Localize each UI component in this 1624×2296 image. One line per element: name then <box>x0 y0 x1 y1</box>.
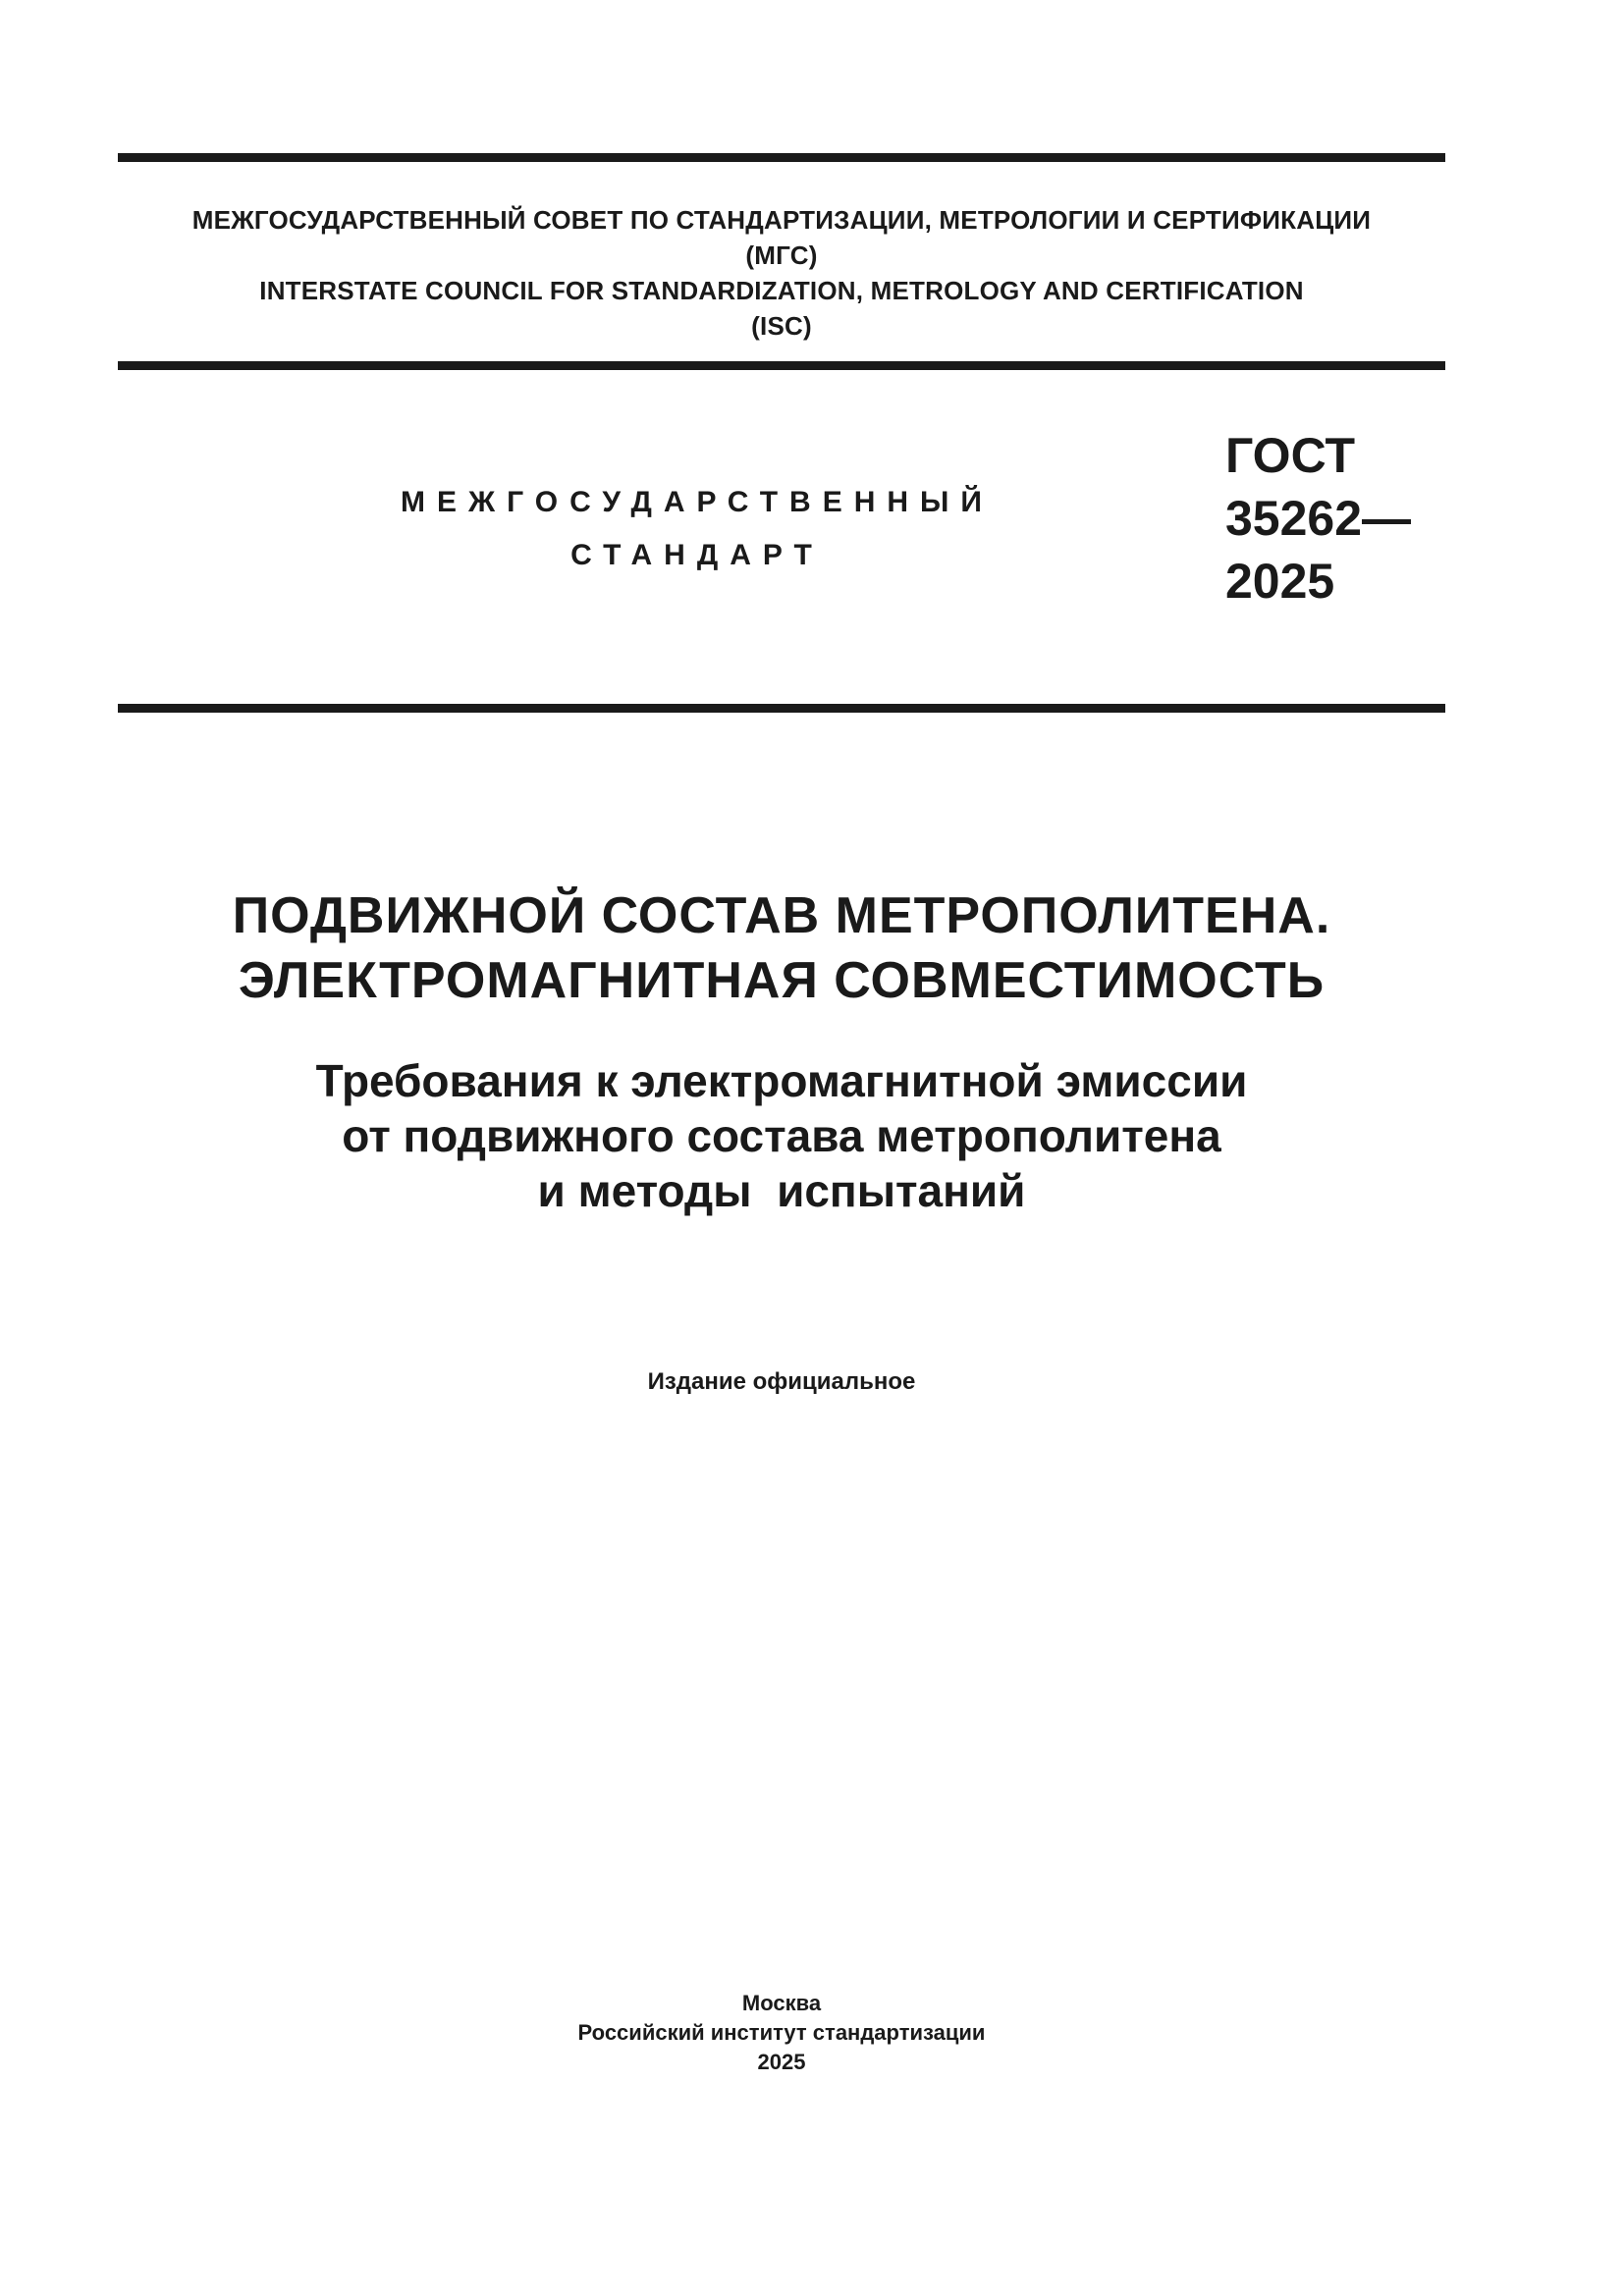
standard-type-line2: СТАНДАРТ <box>570 539 824 571</box>
council-name-ru: МЕЖГОСУДАРСТВЕННЫЙ СОВЕТ ПО СТАНДАРТИЗАЦИИ, МЕТРОЛОГИИ И СЕРТИФИКАЦИИ <box>191 205 1372 235</box>
header-rule <box>118 361 1445 370</box>
standard-type-line1: МЕЖГОСУДАРСТВЕННЫЙ <box>401 486 994 518</box>
subtitle-line3: и методы испытаний <box>537 1165 1026 1216</box>
council-abbr-ru: (МГС) <box>745 240 818 270</box>
council-abbr-en: (ISC) <box>751 311 812 341</box>
edition-label: Издание официальное <box>647 1368 916 1395</box>
title-line2: ЭЛЕКТРОМАГНИТНАЯ СОВМЕСТИМОСТЬ <box>238 952 1326 1009</box>
subtitle-line1: Требования к электромагнитной эмиссии <box>315 1055 1248 1106</box>
document-title <box>118 883 1445 1013</box>
title-line1: ПОДВИЖНОЙ СОСТАВ МЕТРОПОЛИТЕНА. <box>232 887 1331 944</box>
designation-rule <box>118 704 1445 713</box>
imprint-publisher: Российский институт стандартизации <box>577 2020 986 2045</box>
imprint-year: 2025 <box>757 2050 806 2074</box>
subtitle-line2: от подвижного состава метрополитена <box>342 1110 1221 1161</box>
council-header <box>118 202 1445 344</box>
designation-prefix: ГОСТ <box>1225 428 1355 483</box>
designation-year: 2025 <box>1225 554 1335 609</box>
imprint <box>118 1989 1445 2077</box>
imprint-city: Москва <box>741 1991 822 2015</box>
council-name-en: INTERSTATE COUNCIL FOR STANDARDIZATION, METROLOGY AND CERTIFICATION <box>259 276 1304 305</box>
top-rule <box>118 153 1445 162</box>
standard-designation <box>1225 424 1411 613</box>
designation-number: 35262— <box>1225 491 1412 546</box>
document-subtitle <box>118 1053 1445 1218</box>
standard-type <box>353 476 1041 582</box>
